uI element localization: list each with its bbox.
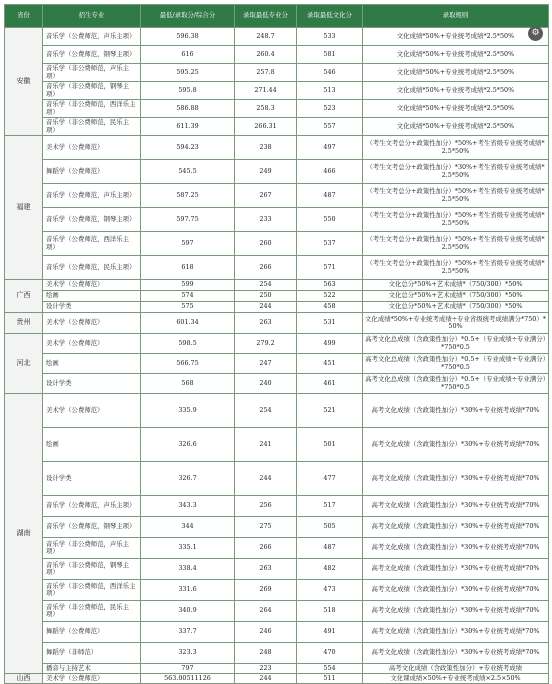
cult-score-cell[interactable]: 461 <box>297 374 363 394</box>
header-rule[interactable]: 录取规则 <box>363 5 549 28</box>
table-row <box>5 538 549 559</box>
cult-score-cell[interactable]: 571 <box>297 256 363 280</box>
prof-score-cell[interactable]: 254 <box>235 394 297 428</box>
rule-cell[interactable]: （考生文考总分+政策性加分）*50%+考生省级专业统考成绩*2.5*50% <box>363 256 549 280</box>
header-province[interactable]: 省份 <box>5 5 43 28</box>
rule-cell[interactable]: 文化成绩*50%+专业统考成绩*2.5*50% <box>363 118 549 136</box>
cult-score-cell[interactable]: 517 <box>297 496 363 517</box>
major-cell[interactable]: 播音与主持艺术 <box>43 664 141 674</box>
header-row <box>5 5 549 28</box>
major-cell[interactable]: 音乐学（公费师范，声乐主项） <box>43 184 141 208</box>
major-cell[interactable]: 音乐学（公费师范，民乐主项） <box>43 256 141 280</box>
cult-score-cell[interactable]: 563 <box>297 280 363 291</box>
cult-score-cell[interactable]: 466 <box>297 160 363 184</box>
cult-score-cell[interactable]: 477 <box>297 462 363 496</box>
prof-score-cell[interactable]: 275 <box>235 517 297 538</box>
prof-score-cell[interactable]: 264 <box>235 601 297 622</box>
table-row <box>5 160 549 184</box>
table-row <box>5 28 549 46</box>
prof-score-cell[interactable]: 258.3 <box>235 100 297 118</box>
cult-score-cell[interactable]: 533 <box>297 28 363 46</box>
major-cell[interactable]: 音乐学（非公费师范，西洋乐主项） <box>43 580 141 601</box>
score-cell[interactable]: 337.7 <box>141 622 235 643</box>
major-cell[interactable]: 设计学类 <box>43 374 141 394</box>
score-cell[interactable]: 568 <box>141 374 235 394</box>
table-row <box>5 302 549 313</box>
table-row <box>5 462 549 496</box>
major-cell[interactable]: 音乐学（公费师范，西洋乐主项） <box>43 232 141 256</box>
prof-score-cell[interactable]: 263 <box>235 559 297 580</box>
major-cell[interactable]: 设计学类 <box>43 462 141 496</box>
table-row <box>5 643 549 664</box>
major-cell[interactable]: 美术学（公费师范） <box>43 313 141 334</box>
score-cell[interactable]: 601.34 <box>141 313 235 334</box>
rule-cell[interactable]: 高考文化成绩（含政策性加分）*30%+专业统考成绩*70% <box>363 538 549 559</box>
table-row <box>5 313 549 334</box>
major-cell[interactable]: 音乐学（非公费师范，民乐主项） <box>43 601 141 622</box>
major-cell[interactable]: 音乐学（公费师范，钢琴主项） <box>43 208 141 232</box>
prof-score-cell[interactable]: 240 <box>235 374 297 394</box>
cult-score-cell[interactable]: 521 <box>297 394 363 428</box>
major-cell[interactable]: 音乐学（非公费师范，声乐主项） <box>43 538 141 559</box>
cult-score-cell[interactable]: 550 <box>297 208 363 232</box>
score-cell[interactable]: 575 <box>141 302 235 313</box>
prof-score-cell[interactable]: 238 <box>235 136 297 160</box>
cult-score-cell[interactable]: 513 <box>297 82 363 100</box>
table-row <box>5 622 549 643</box>
major-cell[interactable]: 舞蹈学（非师范） <box>43 643 141 664</box>
cult-score-cell[interactable]: 451 <box>297 354 363 374</box>
table-row <box>5 208 549 232</box>
cult-score-cell[interactable]: 581 <box>297 46 363 64</box>
cult-score-cell[interactable]: 491 <box>297 622 363 643</box>
prof-score-cell[interactable]: 271.44 <box>235 82 297 100</box>
table-row <box>5 232 549 256</box>
major-cell[interactable]: 音乐学（公费师范，声乐主项） <box>43 496 141 517</box>
table-row <box>5 100 549 118</box>
prof-score-cell[interactable]: 266 <box>235 538 297 559</box>
score-cell[interactable]: 597 <box>141 232 235 256</box>
table-row <box>5 674 549 684</box>
score-cell[interactable]: 597.75 <box>141 208 235 232</box>
score-cell[interactable]: 616 <box>141 46 235 64</box>
score-cell[interactable]: 340.9 <box>141 601 235 622</box>
major-cell[interactable]: 音乐学（非公费师范，钢琴主项） <box>43 559 141 580</box>
prof-score-cell[interactable]: 248 <box>235 643 297 664</box>
rule-cell[interactable]: 高考文化总成绩（含政策性加分）*0.5+（专业成绩÷专业满分）*750*0.5 <box>363 374 549 394</box>
table-row <box>5 46 549 64</box>
rule-cell[interactable]: （考生文考总分+政策性加分）*30%+考生省级专业统考成绩*2.5*50% <box>363 160 549 184</box>
score-cell[interactable]: 326.7 <box>141 462 235 496</box>
rule-cell[interactable]: 高考文化总成绩（含政策性加分）*0.5+（专业成绩÷专业满分）*750*0.5 <box>363 334 549 354</box>
score-cell[interactable]: 611.39 <box>141 118 235 136</box>
table-row <box>5 64 549 82</box>
major-cell[interactable]: 绘画 <box>43 291 141 302</box>
score-cell[interactable]: 563.00511126 <box>141 674 235 684</box>
table-row <box>5 374 549 394</box>
province-cell[interactable]: 河北 <box>5 334 43 394</box>
cult-score-cell[interactable]: 470 <box>297 643 363 664</box>
score-cell[interactable]: 335.9 <box>141 394 235 428</box>
rule-cell[interactable]: 文化总分*50%+艺术成绩*（750/300）*50% <box>363 280 549 291</box>
table-row <box>5 280 549 291</box>
cult-score-cell[interactable]: 546 <box>297 64 363 82</box>
score-cell[interactable]: 596.38 <box>141 28 235 46</box>
rule-cell[interactable]: 文化课成绩×50%+专业统考成绩×2.5×50% <box>363 674 549 684</box>
score-cell[interactable]: 595.8 <box>141 82 235 100</box>
score-cell[interactable]: 599 <box>141 280 235 291</box>
rule-cell[interactable]: 文化成绩*50%+专业统考成绩*2.5*50% <box>363 82 549 100</box>
prof-score-cell[interactable]: 244 <box>235 302 297 313</box>
major-cell[interactable]: 音乐学（公费师范，钢琴主项） <box>43 517 141 538</box>
table-row <box>5 82 549 100</box>
rule-cell[interactable]: 文化总分*50%+艺术成绩*（750/300）*50% <box>363 291 549 302</box>
prof-score-cell[interactable]: 246 <box>235 622 297 643</box>
cult-score-cell[interactable]: 458 <box>297 302 363 313</box>
score-cell[interactable]: 326.6 <box>141 428 235 462</box>
prof-score-cell[interactable]: 266.31 <box>235 118 297 136</box>
rule-cell[interactable]: 高考文化成绩（含政策性加分）*30%+专业统考成绩*70% <box>363 428 549 462</box>
rule-cell[interactable]: （考生文考总分+政策性加分）*50%+考生省级专业统考成绩*2.5*50% <box>363 208 549 232</box>
table-row <box>5 428 549 462</box>
rule-cell[interactable]: 高考文化成绩（含政策性加分）*30%+专业统考成绩*70% <box>363 517 549 538</box>
rule-cell[interactable]: 高考文化成绩（含政策性加分）+专业统考成绩 <box>363 664 549 674</box>
rule-cell[interactable]: 高考文化成绩（含政策性加分）*30%+专业统考成绩*70% <box>363 559 549 580</box>
cult-score-cell[interactable]: 499 <box>297 334 363 354</box>
table-row <box>5 118 549 136</box>
table-row <box>5 136 549 160</box>
prof-score-cell[interactable]: 233 <box>235 208 297 232</box>
major-cell[interactable]: 音乐学（非公费师范，钢琴主项） <box>43 82 141 100</box>
rule-cell[interactable]: 文化成绩*50%+专业统考成绩*2.5*50% <box>363 28 549 46</box>
cult-score-cell[interactable]: 482 <box>297 559 363 580</box>
major-cell[interactable]: 音乐学（非公费师范，声乐主项） <box>43 64 141 82</box>
rule-cell[interactable]: 高考文化成绩（含政策性加分）*30%+专业统考成绩*70% <box>363 496 549 517</box>
rule-cell[interactable]: 文化成绩*50%+专业统考成绩*2.5*50% <box>363 64 549 82</box>
prof-score-cell[interactable]: 263 <box>235 313 297 334</box>
major-cell[interactable]: 音乐学（公费师范，钢琴主项） <box>43 46 141 64</box>
cult-score-cell[interactable]: 487 <box>297 538 363 559</box>
rule-cell[interactable]: 文化成绩*50%+专业统考成绩*2.5*50% <box>363 100 549 118</box>
score-cell[interactable]: 343.3 <box>141 496 235 517</box>
province-cell[interactable]: 广西 <box>5 280 43 313</box>
cult-score-cell[interactable]: 537 <box>297 232 363 256</box>
rule-cell[interactable]: （考生文考总分+政策性加分）*50%+考生省级专业统考成绩*2.5*50% <box>363 184 549 208</box>
cult-score-cell[interactable]: 554 <box>297 664 363 674</box>
cult-score-cell[interactable]: 523 <box>297 100 363 118</box>
score-cell[interactable]: 587.25 <box>141 184 235 208</box>
prof-score-cell[interactable]: 269 <box>235 580 297 601</box>
major-cell[interactable]: 音乐学（公费师范，声乐主项） <box>43 28 141 46</box>
province-cell[interactable]: 山西 <box>5 674 43 684</box>
province-cell[interactable]: 福建 <box>5 136 43 280</box>
settings-icon[interactable]: ⚙ <box>528 26 543 41</box>
header-major[interactable]: 招生专业 <box>43 5 141 28</box>
cult-score-cell[interactable]: 497 <box>297 136 363 160</box>
prof-score-cell[interactable]: 249 <box>235 160 297 184</box>
table-row <box>5 559 549 580</box>
table-row <box>5 601 549 622</box>
score-cell[interactable]: 586.88 <box>141 100 235 118</box>
rule-cell[interactable]: 高考文化成绩（含政策性加分）*30%+专业统考成绩*70% <box>363 394 549 428</box>
prof-score-cell[interactable]: 254 <box>235 280 297 291</box>
rule-cell[interactable]: 高考文化成绩（含政策性加分）*30%+专业统考成绩*70% <box>363 462 549 496</box>
admission-score-sheet <box>4 4 548 684</box>
cult-score-cell[interactable]: 531 <box>297 313 363 334</box>
cult-score-cell[interactable]: 487 <box>297 184 363 208</box>
table-row <box>5 256 549 280</box>
major-cell[interactable]: 美术学（公费师范） <box>43 280 141 291</box>
score-cell[interactable]: 323.3 <box>141 643 235 664</box>
table-row <box>5 517 549 538</box>
prof-score-cell[interactable]: 260.4 <box>235 46 297 64</box>
prof-score-cell[interactable]: 244 <box>235 462 297 496</box>
table-row <box>5 291 549 302</box>
score-cell[interactable]: 566.75 <box>141 354 235 374</box>
rule-cell[interactable]: 高考文化成绩（含政策性加分）*30%+专业统考成绩*70% <box>363 643 549 664</box>
major-cell[interactable]: 美术学（公费师范） <box>43 674 141 684</box>
score-cell[interactable]: 595.25 <box>141 64 235 82</box>
major-cell[interactable]: 音乐学（非公费师范，民乐主项） <box>43 118 141 136</box>
major-cell[interactable]: 绘画 <box>43 428 141 462</box>
province-cell[interactable]: 湖南 <box>5 394 43 674</box>
score-cell[interactable]: 335.1 <box>141 538 235 559</box>
cult-score-cell[interactable]: 511 <box>297 674 363 684</box>
score-cell[interactable]: 618 <box>141 256 235 280</box>
score-cell[interactable]: 545.5 <box>141 160 235 184</box>
major-cell[interactable]: 美术学（公费师范） <box>43 334 141 354</box>
admission-table <box>4 4 549 684</box>
rule-cell[interactable]: （考生文考总分+政策性加分）*50%+考生省级专业统考成绩*2.5*50% <box>363 232 549 256</box>
cult-score-cell[interactable]: 505 <box>297 517 363 538</box>
prof-score-cell[interactable]: 267 <box>235 184 297 208</box>
header-cult-score[interactable]: 录取最低文化分 <box>297 5 363 28</box>
prof-score-cell[interactable]: 279.2 <box>235 334 297 354</box>
table-row <box>5 394 549 428</box>
header-score[interactable]: 最低/录取分/综合分 <box>141 5 235 28</box>
table-row <box>5 184 549 208</box>
province-cell[interactable]: 贵州 <box>5 313 43 334</box>
rule-cell[interactable]: 高考文化成绩（含政策性加分）*30%+专业统考成绩*70% <box>363 601 549 622</box>
rule-cell[interactable]: 文化成绩*50%+专业统考成绩÷专业省级统考成绩满分*750）*50% <box>363 313 549 334</box>
province-cell[interactable]: 安徽 <box>5 28 43 136</box>
rule-cell[interactable]: 文化总分*50%+艺术成绩*（750/300）*50% <box>363 302 549 313</box>
score-cell[interactable]: 331.6 <box>141 580 235 601</box>
prof-score-cell[interactable]: 248.7 <box>235 28 297 46</box>
rule-cell[interactable]: 高考文化总成绩（含政策性加分）*0.5+（专业成绩÷专业满分）*750*0.5 <box>363 354 549 374</box>
prof-score-cell[interactable]: 250 <box>235 291 297 302</box>
table-row <box>5 664 549 674</box>
score-cell[interactable]: 344 <box>141 517 235 538</box>
score-cell[interactable]: 574 <box>141 291 235 302</box>
table-row <box>5 354 549 374</box>
prof-score-cell[interactable]: 257.8 <box>235 64 297 82</box>
cult-score-cell[interactable]: 473 <box>297 580 363 601</box>
prof-score-cell[interactable]: 260 <box>235 232 297 256</box>
prof-score-cell[interactable]: 223 <box>235 664 297 674</box>
table-body <box>5 28 549 684</box>
prof-score-cell[interactable]: 244 <box>235 674 297 684</box>
major-cell[interactable]: 舞蹈学（公费师范） <box>43 160 141 184</box>
table-row <box>5 496 549 517</box>
table-row <box>5 580 549 601</box>
major-cell[interactable]: 美术学（公费师范） <box>43 394 141 428</box>
cult-score-cell[interactable]: 501 <box>297 428 363 462</box>
cult-score-cell[interactable]: 522 <box>297 291 363 302</box>
prof-score-cell[interactable]: 247 <box>235 354 297 374</box>
score-cell[interactable]: 338.4 <box>141 559 235 580</box>
rule-cell[interactable]: （考生文考总分+政策性加分）*50%+考生省级专业统考成绩*2.5*50% <box>363 136 549 160</box>
score-cell[interactable]: 594.23 <box>141 136 235 160</box>
rule-cell[interactable]: 高考文化成绩（含政策性加分）*30%+专业统考成绩*70% <box>363 622 549 643</box>
prof-score-cell[interactable]: 256 <box>235 496 297 517</box>
rule-cell[interactable]: 高考文化成绩（含政策性加分）*30%+专业统考成绩*70% <box>363 580 549 601</box>
rule-cell[interactable]: 文化成绩*50%+专业统考成绩*2.5*50% <box>363 46 549 64</box>
prof-score-cell[interactable]: 266 <box>235 256 297 280</box>
score-cell[interactable]: 797 <box>141 664 235 674</box>
major-cell[interactable]: 音乐学（非公费师范，西洋乐主项） <box>43 100 141 118</box>
prof-score-cell[interactable]: 241 <box>235 428 297 462</box>
score-cell[interactable]: 598.5 <box>141 334 235 354</box>
header-prof-score[interactable]: 录取最低专业分 <box>235 5 297 28</box>
major-cell[interactable]: 绘画 <box>43 354 141 374</box>
major-cell[interactable]: 设计学类 <box>43 302 141 313</box>
major-cell[interactable]: 美术学（公费师范） <box>43 136 141 160</box>
table-row <box>5 334 549 354</box>
cult-score-cell[interactable]: 557 <box>297 118 363 136</box>
cult-score-cell[interactable]: 518 <box>297 601 363 622</box>
major-cell[interactable]: 舞蹈学（公费师范） <box>43 622 141 643</box>
